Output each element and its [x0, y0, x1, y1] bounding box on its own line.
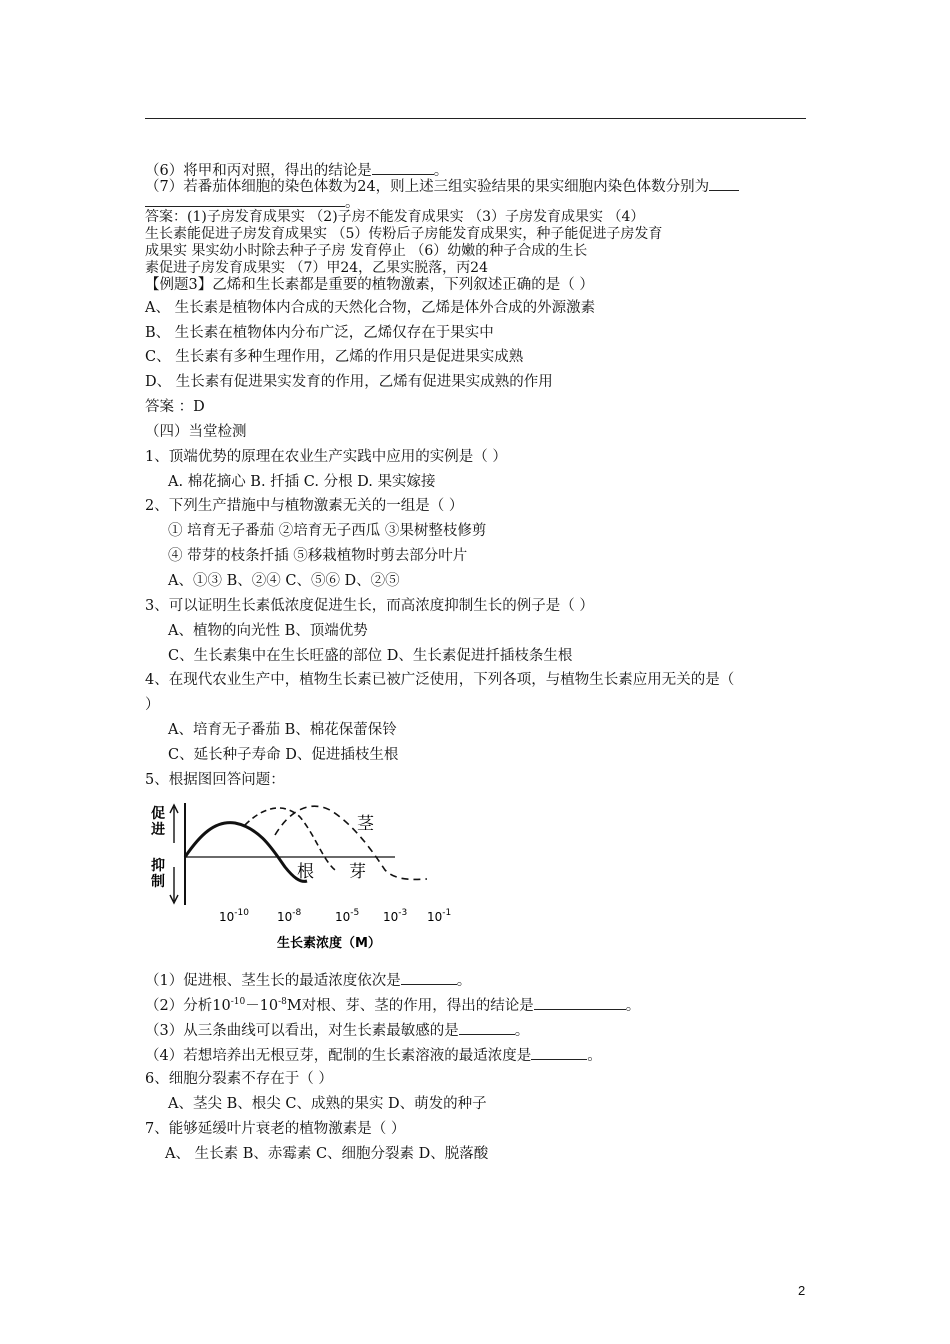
chart-xlabel: 生长素浓度（M）	[277, 936, 381, 951]
example3-option-c: C、 生长素有多种生理作用，乙烯的作用只是促进果实成熟	[145, 349, 524, 365]
series-root	[185, 823, 307, 882]
header-rule	[145, 118, 806, 119]
q7b-options: A、 生长素 B、赤霉素 C、细胞分裂素 D、脱落酸	[165, 1146, 489, 1162]
q6b-options: A、茎尖 B、根尖 C、成熟的果实 D、萌发的种子	[168, 1096, 487, 1112]
q4-row2: C、延长种子寿命 D、促进插枝生根	[168, 747, 399, 763]
x-tick-2: $10^{-8}$	[277, 908, 302, 924]
series-bud	[245, 808, 335, 870]
q1-stem: 1、顶端优势的原理在农业生产实践中应用的实例是（ ）	[145, 449, 507, 465]
answer-line-3: 成果实 果实幼小时除去种子子房 发育停止 （6）幼嫩的种子合成的生长	[145, 243, 588, 259]
page-number: 2	[798, 1283, 806, 1298]
q4-row1: A、培育无子番茄 B、棉花保蕾保铃	[168, 722, 397, 738]
q2-options: A、①③ B、②④ C、⑤⑥ D、②⑤	[168, 573, 400, 589]
label-root: 根	[297, 862, 314, 882]
example3-stem: 【例题3】乙烯和生长素都是重要的植物激素，下列叙述正确的是（ ）	[145, 277, 594, 293]
answer-line-4: 素促进子房发育成果实 （7）甲24，乙果实脱落，丙24	[145, 260, 488, 276]
q7-line: （7）若番茄体细胞的染色体数为24，则上述三组实验结果的果实细胞内染色体数分别为	[145, 176, 739, 196]
q4-stem-cont: ）	[145, 697, 160, 713]
x-tick-4: $10^{-3}$	[383, 908, 408, 924]
ylabel-promote-2: 进	[151, 822, 165, 838]
q3-row2: C、生长素集中在生长旺盛的部位 D、生长素促进扦插枝条生根	[168, 648, 573, 664]
label-bud: 芽	[349, 862, 366, 882]
q4-stem: 4、在现代农业生产中，植物生长素已被广泛使用，下列各项，与植物生长素应用无关的是（	[145, 672, 735, 688]
x-tick-3: $10^{-5}$	[335, 908, 360, 924]
ylabel-inhibit-1: 抑	[151, 858, 165, 874]
q5-stem: 5、根据图回答问题：	[145, 772, 285, 788]
answer-line-2: 生长素能促进子房发育成果实 （5）传粉后子房能发育成果实，种子能促进子房发育	[145, 226, 663, 242]
q7b-stem: 7、能够延缓叶片衰老的植物激素是（ ）	[145, 1121, 406, 1137]
x-tick-1: $10^{-10}$	[219, 908, 249, 924]
example3-option-a: A、 生长素是植物体内合成的天然化合物，乙烯是体外合成的外源激素	[145, 300, 596, 316]
q2-row1: ① 培育无子番茄 ②培育无子西瓜 ③果树整枝修剪	[168, 523, 487, 539]
q6b-stem: 6、细胞分裂素不存在于（ ）	[145, 1071, 333, 1087]
q7-line-cont: 。	[145, 192, 360, 212]
q5-sub4: （4）若想培养出无根豆芽，配制的生长素溶液的最适浓度是 。	[145, 1045, 602, 1065]
section-heading: （四）当堂检测	[145, 424, 247, 440]
example3-option-b: B、 生长素在植物体内分布广泛，乙烯仅存在于果实中	[145, 325, 494, 341]
ylabel-promote-1: 促	[151, 806, 165, 822]
q1-options: A. 棉花摘心 B. 扦插 C. 分根 D. 果实嫁接	[168, 474, 436, 490]
q3-stem: 3、可以证明生长素低浓度促进生长，而高浓度抑制生长的例子是（ ）	[145, 598, 594, 614]
q2-row2: ④ 带芽的枝条扦插 ⑤移栽植物时剪去部分叶片	[168, 548, 468, 564]
x-tick-5: $10^{-1}$	[427, 908, 452, 924]
auxin-chart	[145, 795, 452, 955]
ylabel-inhibit-2: 制	[151, 874, 165, 890]
q5-sub3: （3）从三条曲线可以看出，对生长素最敏感的是 。	[145, 1020, 529, 1040]
q6-line: （6）将甲和丙对照，得出的结论是 。	[145, 160, 448, 180]
q5-sub1: （1）促进根、茎生长的最适浓度依次是 。	[145, 970, 471, 990]
example3-answer: 答案 ：D	[145, 399, 205, 415]
answer-line-1: 答案：(1)子房发育成果实 （2)子房不能发育成果实 （3）子房发育成果实 （4）	[145, 209, 645, 225]
label-stem: 茎	[357, 814, 374, 834]
q2-stem: 2、下列生产措施中与植物激素无关的一组是（ ）	[145, 498, 464, 514]
q5-sub2: （2）分析$10^{-10}-10^{-8}M$对根、芽、茎的作用，得出的结论是 。	[145, 997, 641, 1014]
q3-row1: A、植物的向光性 B、顶端优势	[168, 623, 368, 639]
example3-option-d: D、 生长素有促进果实发育的作用，乙烯有促进果实成熟的作用	[145, 374, 553, 390]
